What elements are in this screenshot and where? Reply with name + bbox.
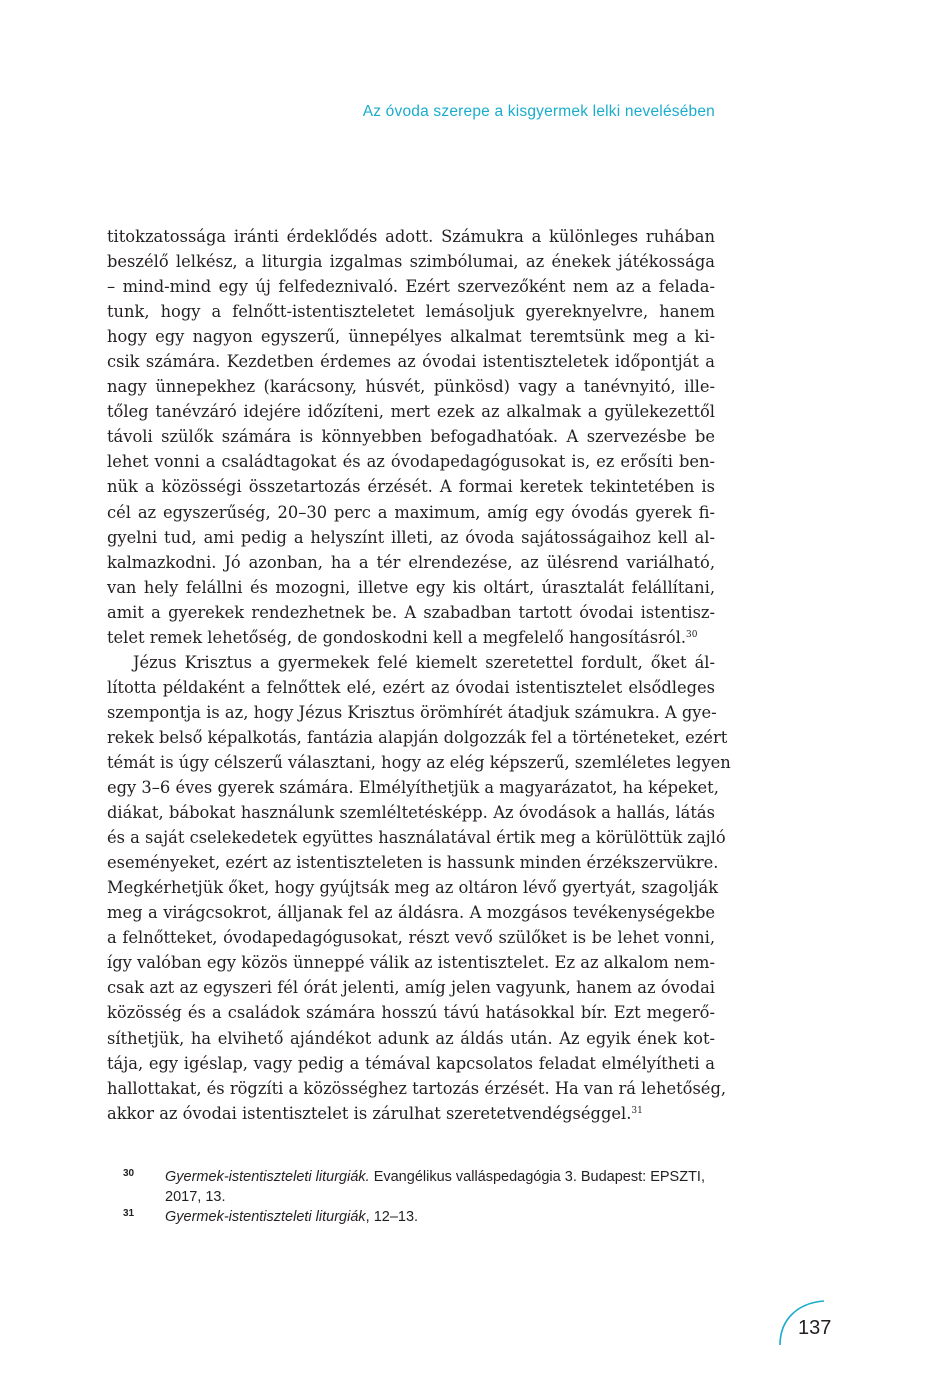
text-line: lehet vonni a családtagokat és az óvodapedagógusokat is, ez erősíti ben- xyxy=(107,452,715,472)
text-line: nagy ünnepekhez (karácsony, húsvét, pünkösd) vagy a tanévnyitó, ille- xyxy=(107,377,715,397)
text-line: így valóban egy közös ünneppé válik az istentisztelet. Ez az alkalom nem- xyxy=(107,953,715,973)
text-line: eseményeket, ezért az istentiszteleten is hassunk minden érzékszervükre. xyxy=(107,853,719,873)
text-line: kalmazkodni. Jó azonban, ha a tér elrendezése, az ülésrend variálható, xyxy=(107,552,715,572)
text-line: tája, egy igéslap, vagy pedig a témával kapcsolatos feladat elmélyítheti a xyxy=(107,1053,715,1073)
footnote-rest: Evangélikus valláspedagógia 3. Budapest: EPSZTI, 2017, 13. xyxy=(165,1169,705,1205)
footnote-30 xyxy=(123,1167,715,1207)
text-line: amit a gyerekek rendezhetnek be. A szabadban tartott óvodai istentisz- xyxy=(107,602,715,622)
text-line: rekek belső képalkotás, fantázia alapján dolgozzák fel a történeteket, ezért xyxy=(107,727,728,747)
footnote-rest: , 12–13. xyxy=(365,1209,419,1225)
text-line: titokzatossága iránti érdeklődés adott. Számukra a különleges ruhában xyxy=(107,227,715,246)
footnote-number: 31 xyxy=(123,1208,135,1219)
text-line: szempontja is az, hogy Jézus Krisztus örömhírét átadjuk számukra. A gye- xyxy=(107,702,717,722)
text-line: hogy egy nagyon egyszerű, ünnepélyes alkalmat teremtsünk meg a ki- xyxy=(107,327,715,347)
body-text xyxy=(107,224,731,1126)
footnote-title: Gyermek-istentiszteleti liturgiák xyxy=(165,1209,366,1225)
text-line: témát is úgy célszerű választani, hogy az elég képszerű, szemléletes legyen xyxy=(107,752,731,772)
text-line: Megkérhetjük őket, hogy gyújtsák meg az oltáron lévő gyertyát, szagolják xyxy=(107,878,719,898)
text-line: diákat, bábokat használunk szemléltetésképp. Az óvodások a hallás, látás xyxy=(107,803,715,823)
text-line: egy 3–6 éves gyerek számára. Elmélyíthetjük a magyarázatot, ha képeket, xyxy=(107,778,719,798)
text-line: a felnőtteket, óvodapedagógusokat, részt vevő szülőket is be lehet vonni, xyxy=(107,928,715,948)
footnote-ref-31[interactable]: 31 xyxy=(631,1105,643,1116)
page-number: 137 xyxy=(798,1317,832,1339)
footnote-title: Gyermek-istentiszteleti liturgiák. xyxy=(165,1169,370,1185)
text-line: nük a közösségi összetartozás érzését. A formai keretek tekintetében is xyxy=(107,477,715,497)
text-line: Jézus Krisztus a gyermekek felé kiemelt szeretettel fordult, őket ál- xyxy=(133,652,715,672)
text-line: hallottakat, és rögzíti a közösséghez tartozás érzését. Ha van rá lehetőség, xyxy=(107,1078,727,1098)
footnote-31 xyxy=(123,1207,715,1227)
text-line-content: telet remek lehetőség, de gondoskodni kell a megfelelő hangosításról. xyxy=(107,627,687,647)
text-line-content: akkor az óvodai istentisztelet is zárulhat szeretetvendégséggel. xyxy=(107,1103,632,1123)
text-line: – mind-mind egy új felfedeznivaló. Ezért szervezőként nem az a feladа- xyxy=(107,277,715,297)
text-line: van hely felállni és mozogni, illetve egy kis oltárt, úrasztalát felállítani, xyxy=(107,577,715,597)
text-line: csik számára. Kezdetben érdemes az óvodai istentiszteletek időpontját a xyxy=(107,352,715,372)
text-line: tunk, hogy a felnőtt-istentiszteletet lemásoljuk gyereknyelvre, hanem xyxy=(107,302,715,322)
footnote-number: 30 xyxy=(123,1168,135,1179)
text-line: távoli szülők számára is könnyebben befogadhatóak. A szervezésbe be xyxy=(107,427,715,447)
text-line: tőleg tanévzáró idejére időzíteni, mert ezek az alkalmak a gyülekezettől xyxy=(107,402,715,422)
text-line: közösség és a családok számára hosszú távú hatásokkal bír. Ezt megerő- xyxy=(107,1003,715,1023)
text-line: gyelni tud, ami pedig a helyszínt illeti, az óvoda sajátosságaihoz kell al- xyxy=(107,527,715,547)
text-line xyxy=(107,1101,715,1126)
footnote-ref-30[interactable]: 30 xyxy=(686,629,698,640)
text-line: cél az egyszerűség, 20–30 perc a maximum, amíg egy óvodás gyerek fi- xyxy=(107,502,715,522)
footnote-text xyxy=(165,1169,705,1205)
text-line xyxy=(107,625,715,650)
text-line: beszélő lelkész, a liturgia izgalmas szimbólumai, az énekek játékossága xyxy=(107,252,715,272)
text-line: csak azt az egyszeri fél órát jelenti, amíg jelen vagyunk, hanem az óvodai xyxy=(107,978,715,998)
text-line: lította példaként a felnőttek elé, ezért az óvodai istentisztelet elsődleges xyxy=(107,677,715,697)
footnotes xyxy=(123,1167,715,1227)
text-line: és a saját cselekedetek együttes használatával értik meg a körülöttük zajló xyxy=(107,828,726,848)
text-line: meg a virágcsokrot, álljanak fel az áldásra. A mozgásos tevékenységekbe xyxy=(107,903,715,923)
running-header: Az óvoda szerepe a kisgyermek lelki nevelésében xyxy=(362,103,715,120)
text-line: síthetjük, ha elvihető ajándékot adunk az áldás után. Az egyik ének kot- xyxy=(107,1028,715,1048)
footnote-text xyxy=(165,1209,418,1225)
